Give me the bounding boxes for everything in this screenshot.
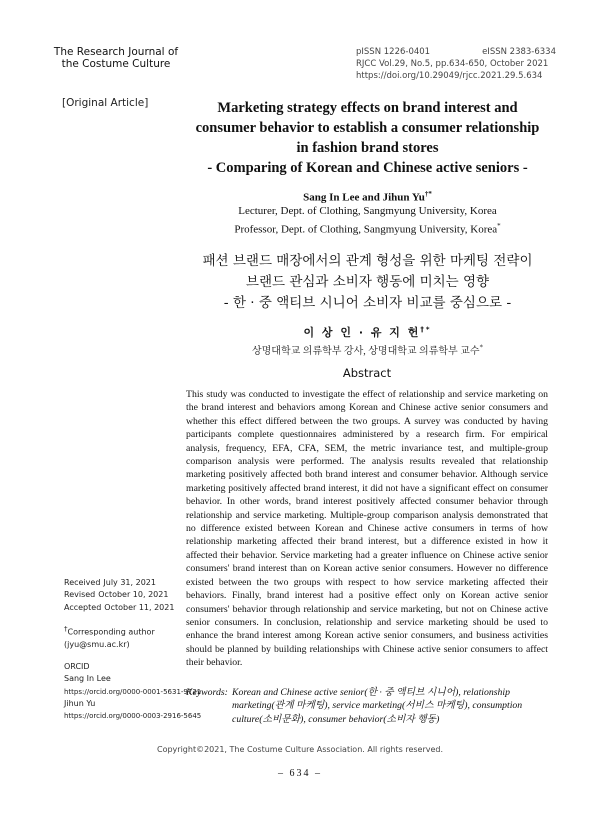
revised-label: Revised: [64, 590, 96, 600]
title-ko-line1: 패션 브랜드 매장에서의 관계 형성을 위한 마케팅 전략이: [202, 253, 533, 270]
abstract-heading: Abstract: [342, 366, 392, 380]
doi-link[interactable]: https://doi.org/10.29049/rjcc.2021.29.5.634: [356, 71, 543, 81]
title-ko: [190, 251, 545, 314]
accepted-label: Accepted: [64, 602, 102, 612]
corresponding-mark: †: [64, 625, 68, 634]
title-ko-line2: 브랜드 관심과 소비자 행동에 미치는 영향: [245, 274, 490, 291]
affiliation-ko-text: 상명대학교 의류학부 강사, 상명대학교 의류학부 교수: [251, 346, 480, 358]
authors-ko-marks: †*: [420, 325, 432, 334]
title-en: [190, 98, 545, 178]
affiliation-en-mark: *: [497, 221, 501, 230]
journal-name-line1: The Research Journal of: [53, 46, 179, 58]
orcid-heading: ORCID: [64, 661, 90, 671]
revised-date: October 10, 2021: [98, 590, 169, 600]
authors-ko: [190, 324, 545, 340]
orcid-author2: Jihun Yu: [64, 698, 96, 708]
journal-name: [46, 46, 186, 70]
orcid-link2[interactable]: https://orcid.org/0000-0003-2916-5645: [64, 712, 202, 721]
keywords-label: Keywords:: [186, 687, 228, 698]
corresponding-label: Corresponding author: [67, 627, 155, 637]
authors-ko-names: 이 상 인 · 유 지 헌: [303, 326, 421, 340]
orcid-link1[interactable]: https://orcid.org/0000-0001-5631-9721: [64, 687, 202, 696]
eissn: eISSN 2383-6334: [482, 47, 556, 57]
received-date: July 31, 2021: [103, 578, 156, 587]
title-en-line3: in fashion brand stores: [296, 140, 439, 156]
copyright: Copyright©2021, The Costume Culture Association. All rights reserved.: [156, 745, 444, 754]
accepted-date: October 11, 2021: [104, 602, 175, 612]
received-label: Received: [64, 578, 101, 587]
title-en-line1: Marketing strategy effects on brand interest and: [217, 100, 518, 116]
article-type: [Original Article]: [62, 97, 149, 109]
title-en-line4: - Comparing of Korean and Chinese active seniors -: [207, 160, 528, 176]
journal-name-line2: the Costume Culture: [61, 58, 171, 70]
citation: RJCC Vol.29, No.5, pp.634-650, October 2021: [356, 59, 549, 69]
issn-block: [356, 46, 556, 82]
authors-en-marks: †*: [424, 190, 432, 198]
title-block: [190, 98, 545, 357]
affiliation-ko: [190, 342, 545, 357]
affiliations-en: [190, 204, 545, 238]
affiliation-en-line2: Professor, Dept. of Clothing, Sangmyung University, Korea: [234, 223, 498, 236]
pissn: pISSN 1226-0401: [356, 47, 431, 57]
orcid-author1: Sang In Lee: [64, 674, 111, 684]
keywords-text: Korean and Chinese active senior(한 · 중 액티브 시니어), relationship marketing(관계 마케팅), service marketing(서비스 마케팅), consumption culture(소비문화), consumer behavior(소비자 행동): [232, 687, 523, 725]
corresponding-email[interactable]: (jyu@smu.ac.kr): [64, 640, 130, 650]
authors-en-names: Sang In Lee and Jihun Yu: [303, 191, 425, 204]
keywords: [186, 686, 548, 726]
title-en-line2: consumer behavior to establish a consumer relationship: [195, 120, 540, 136]
authors-en: [190, 190, 545, 204]
title-ko-line3: - 한 · 중 액티브 시니어 소비자 비교를 중심으로 -: [223, 295, 512, 312]
affiliation-en-line1: Lecturer, Dept. of Clothing, Sangmyung University, Korea: [238, 204, 497, 217]
page-number: – 634 –: [278, 768, 322, 779]
abstract-body: This study was conducted to investigate the effect of relationship and service marketing on the brand interest and behaviors among Korean and Chinese active senior consumers and whether this effect differed between the two groups. A survey was conducted by having participants complete questionnaires administered by a research firm. For empirical analysis, frequency, EFA, CFA, SEM, the metric invariance test, and multiple-group comparison analysis were performed. The analysis results revealed that relationship marketing positively affected both brand interest and consumer behavior. Although service marketing positively affected brand interest, it did not have a significant effect on consumer behavior. In other words, brand interest positively affected consumer behavior through relationship and service marketing. Multiple-group comparison analysis demonstrated that no difference existed between Korean and Chinese active consumers in terms of how relationship marketing affected their brand interest, but a difference existed in how it affected their behavior. Service marketing had a greater influence on Chinese active senior consumers' brand interest than on Korean active senior consumers. However no difference existed between the two groups with respect to how service marketing affected their behaviors. Finally, brand interest had a positive effect only on Korean active senior consumers' behavior through relationship and service marketing, but not on Chinese active senior consumers. In conclusion, relationship and service marketing should be used to enhance the brand interest among Korean active senior consumers, and business activities should be planned by building relationships with Chinese active senior consumers to affect their behavior.: [186, 389, 548, 669]
affiliation-ko-mark: *: [479, 343, 484, 352]
article-meta: [64, 577, 202, 723]
